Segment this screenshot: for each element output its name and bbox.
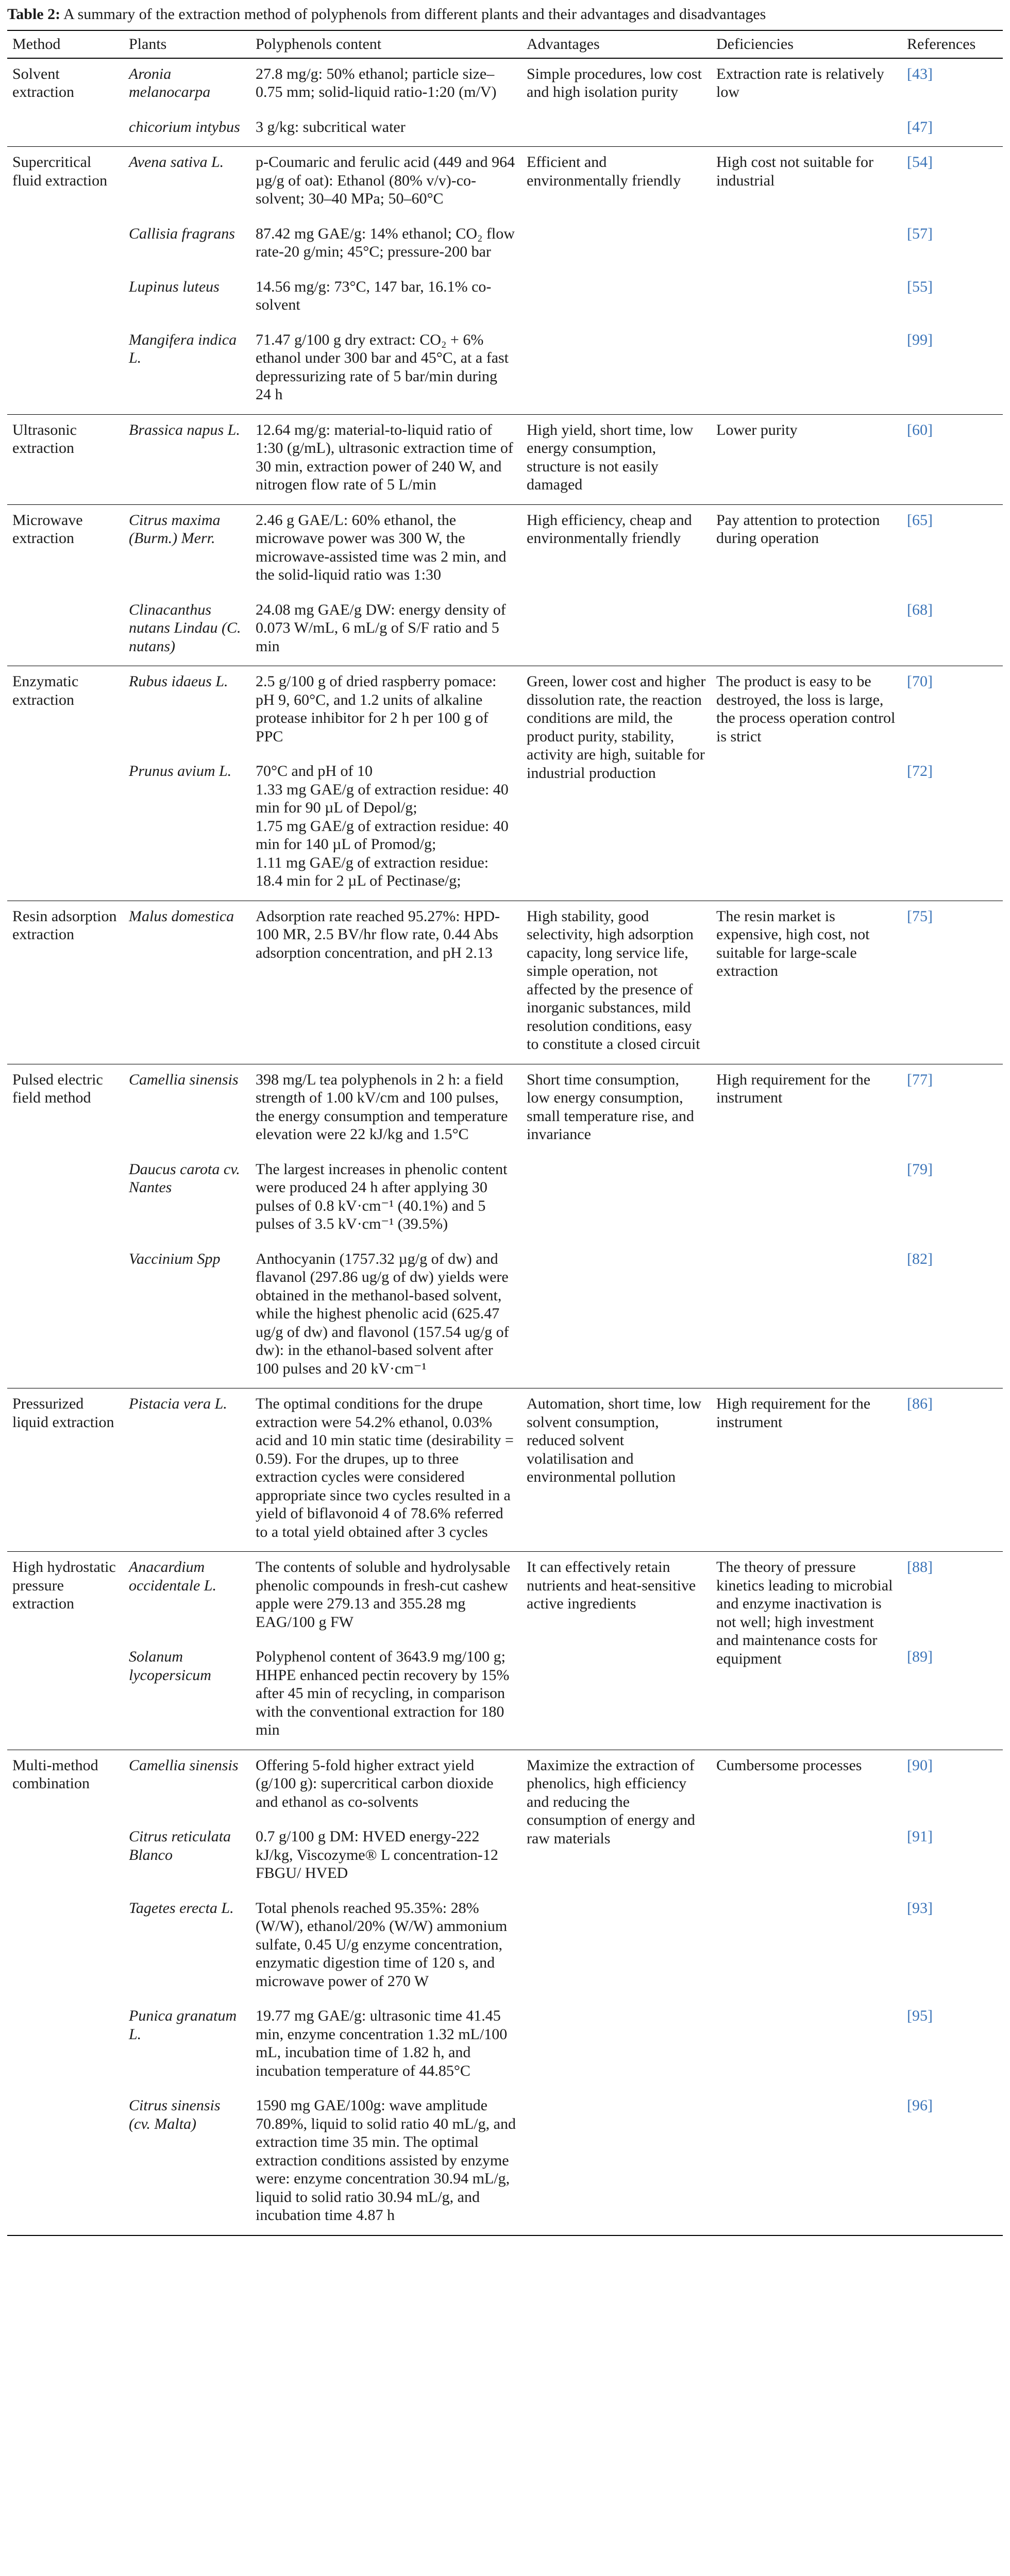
reference-link[interactable]: [89]: [907, 1648, 933, 1665]
content-cell: p-Coumaric and ferulic acid (449 and 964 µg/g of oat): Ethanol (80% v/v)-co-solvent; 30–40 MPa; 50–60°C: [256, 154, 515, 207]
table-row: [7, 1064, 1003, 1154]
reference-cell: [902, 1641, 1003, 1750]
reference-cell: [902, 666, 1003, 756]
content-cell: Offering 5-fold higher extract yield (g/100 g): supercritical carbon dioxide and ethanol as co-solvents: [256, 1756, 494, 1810]
reference-cell: [902, 1154, 1003, 1244]
reference-link[interactable]: [90]: [907, 1756, 933, 1774]
plant-cell: Callisia fragrans: [129, 225, 235, 242]
reference-cell: [902, 1821, 1003, 1893]
table-row: [7, 666, 1003, 756]
reference-link[interactable]: [54]: [907, 154, 933, 171]
reference-cell: [902, 1750, 1003, 1821]
table-row: [7, 1750, 1003, 1821]
advantages-cell: High stability, good selectivity, high adsorption capacity, long service life, simple operation, not affected by the presence of inorganic substances, mild resolution conditions, easy to constitute a closed circuit: [527, 907, 700, 1053]
table-row: [7, 58, 1003, 112]
plant-cell: Solanum lycopersicum: [129, 1648, 211, 1684]
deficiencies-cell: High requirement for the instrument: [716, 1395, 871, 1431]
plant-cell: Camellia sinensis: [129, 1071, 239, 1088]
deficiencies-cell: The resin market is expensive, high cost, not suitable for large-scale extraction: [716, 907, 870, 979]
reference-link[interactable]: [77]: [907, 1071, 933, 1088]
advantages-cell: It can effectively retain nutrients and heat-sensitive active ingredients: [527, 1558, 696, 1612]
content-cell: 0.7 g/100 g DM: HVED energy-222 kJ/kg, Viscozyme® L concentration-12 FBGU/ HVED: [256, 1828, 498, 1882]
reference-link[interactable]: [96]: [907, 2097, 933, 2114]
plant-cell: chicorium intybus: [129, 118, 240, 135]
reference-link[interactable]: [72]: [907, 762, 933, 779]
plant-cell: Lupinus luteus: [129, 278, 220, 295]
reference-cell: [902, 2090, 1003, 2235]
reference-link[interactable]: [68]: [907, 601, 933, 618]
table-body: [7, 58, 1003, 2235]
deficiencies-cell: Lower purity: [716, 421, 798, 438]
header-advantages: Advantages: [527, 36, 600, 53]
method-cell: Pulsed electric field method: [12, 1071, 103, 1106]
content-cell: The contents of soluble and hydrolysable phenolic compounds in fresh-cut cashew apple were 279.13 and 355.28 mg EAG/100 g FW: [256, 1558, 511, 1631]
reference-link[interactable]: [47]: [907, 118, 933, 135]
plant-cell: Mangifera indica L.: [129, 331, 237, 366]
reference-cell: [902, 504, 1003, 595]
reference-cell: [902, 595, 1003, 666]
reference-link[interactable]: [65]: [907, 511, 933, 529]
plant-cell: Aronia melanocarpa: [129, 65, 211, 100]
plant-cell: Pistacia vera L.: [129, 1395, 227, 1412]
table-row: [7, 504, 1003, 595]
reference-link[interactable]: [60]: [907, 421, 933, 438]
method-cell: Enzymatic extraction: [12, 673, 79, 708]
plant-cell: Daucus carota cv. Nantes: [129, 1160, 240, 1196]
content-cell: 70°C and pH of 10 1.33 mg GAE/g of extraction residue: 40 min for 90 µL of Depol/g; 1.75 mg GAE/g of extraction residue: 40 min for 140 µL of Promod/g; 1.11 mg GAE/g of extraction residue: 18.4 min for 2 µL of Pectinase/g;: [256, 762, 509, 889]
reference-cell: [902, 325, 1003, 415]
header-polyphenols-content: Polyphenols content: [256, 36, 382, 53]
table-caption-text: A summary of the extraction method of polyphenols from different plants and their advantages and disadvantages: [63, 6, 766, 23]
plant-cell: Clinacanthus nutans Lindau (C. nutans): [129, 601, 241, 655]
table-row: [7, 1388, 1003, 1552]
table-caption: [7, 5, 1003, 24]
reference-cell: [902, 218, 1003, 272]
plant-cell: Punica granatum L.: [129, 2007, 237, 2043]
method-cell: Solvent extraction: [12, 65, 74, 100]
plant-cell: Anacardium occidentale L.: [129, 1558, 216, 1594]
content-cell: 2.46 g GAE/L: 60% ethanol, the microwave power was 300 W, the microwave-assisted time was 2 min, and the solid-liquid ratio was 1:30: [256, 511, 507, 583]
advantages-cell: High efficiency, cheap and environmentally friendly: [527, 511, 692, 547]
reference-cell: [902, 112, 1003, 147]
content-cell: 27.8 mg/g: 50% ethanol; particle size–0.75 mm; solid-liquid ratio-1:20 (m/V): [256, 65, 497, 100]
reference-cell: [902, 1388, 1003, 1552]
content-cell: Polyphenol content of 3643.9 mg/100 g; HHPE enhanced pectin recovery by 15% after 45 min of recycling, in comparison with the conventional extraction for 180 min: [256, 1648, 510, 1738]
content-cell: 24.08 mg GAE/g DW: energy density of 0.073 W/mL, 6 mL/g of S/F ratio and 5 min: [256, 601, 506, 655]
table-caption-label: Table 2:: [7, 6, 61, 23]
deficiencies-cell: Extraction rate is relatively low: [716, 65, 884, 100]
plant-cell: Rubus idaeus L.: [129, 673, 228, 690]
advantages-cell: Green, lower cost and higher dissolution rate, the reaction conditions are mild, the product purity, stability, activity are high, suitable for industrial production: [527, 673, 706, 782]
table-row: [7, 147, 1003, 218]
method-cell: Microwave extraction: [12, 511, 83, 547]
content-cell: 2.5 g/100 g of dried raspberry pomace: pH 9, 60°C, and 1.2 units of alkaline protease inhibitor for 2 h per 100 g of PPC: [256, 673, 497, 745]
extraction-methods-table: [7, 30, 1003, 2236]
reference-link[interactable]: [86]: [907, 1395, 933, 1412]
deficiencies-cell: High requirement for the instrument: [716, 1071, 871, 1106]
content-cell: 398 mg/L tea polyphenols in 2 h: a field strength of 1.00 kV/cm and 100 pulses, the energy consumption and temperature elevation were 22 kJ/kg and 1.5°C: [256, 1071, 508, 1143]
reference-cell: [902, 147, 1003, 218]
reference-link[interactable]: [43]: [907, 65, 933, 82]
plant-cell: Vaccinium Spp: [129, 1250, 221, 1267]
reference-cell: [902, 756, 1003, 901]
header-deficiencies: Deficiencies: [716, 36, 794, 53]
table-row: [7, 1552, 1003, 1642]
deficiencies-cell: Pay attention to protection during operation: [716, 511, 880, 547]
content-cell: 3 g/kg: subcritical water: [256, 118, 406, 135]
content-cell: Anthocyanin (1757.32 µg/g of dw) and flavanol (297.86 ug/g of dw) yields were obtained in the methanol-based solvent, while the highest phenolic acid (625.47 ug/g of dw) and flavonol (157.54 ug/g of dw): in the ethanol-based solvent after 100 pulses and 20 kV·cm⁻¹: [256, 1250, 509, 1377]
plant-cell: Citrus sinensis (cv. Malta): [129, 2097, 221, 2132]
content-cell: The optimal conditions for the drupe extraction were 54.2% ethanol, 0.03% acid and 10 min static time (desirability = 0.59). For the drupes, up to three extraction cycles were considered appropriate since two cycles resulted in a yield of biflavonoid 4 of 78.6% referred to a total yield obtained after 3 cycles: [256, 1395, 514, 1540]
reference-cell: [902, 272, 1003, 325]
advantages-cell: Automation, short time, low solvent consumption, reduced solvent volatilisation and environmental pollution: [527, 1395, 702, 1485]
header-references: References: [907, 36, 976, 53]
reference-link[interactable]: [75]: [907, 907, 933, 925]
reference-link[interactable]: [55]: [907, 278, 933, 295]
plant-cell: Malus domestica: [129, 907, 234, 925]
content-cell: The largest increases in phenolic content were produced 24 h after applying 30 pulses of 0.8 kV·cm⁻¹ (40.1%) and 5 pulses of 3.5 kV·cm⁻¹ (39.5%): [256, 1160, 508, 1232]
method-cell: Supercritical fluid extraction: [12, 154, 108, 189]
advantages-cell: High yield, short time, low energy consumption, structure is not easily damaged: [527, 421, 694, 493]
plant-cell: Citrus reticulata Blanco: [129, 1828, 231, 1863]
header-plants: Plants: [129, 36, 167, 53]
plant-cell: Avena sativa L.: [129, 154, 224, 171]
plant-cell: Citrus maxima (Burm.) Merr.: [129, 511, 221, 547]
plant-cell: Tagetes erecta L.: [129, 1899, 234, 1917]
advantages-cell: Short time consumption, low energy consumption, small temperature rise, and invariance: [527, 1071, 694, 1143]
reference-cell: [902, 414, 1003, 504]
deficiencies-cell: High cost not suitable for industrial: [716, 154, 873, 189]
content-cell: 12.64 mg/g: material-to-liquid ratio of 1:30 (g/mL), ultrasonic extraction time of 30 min, extraction power of 240 W, and nitrogen flow rate of 5 L/min: [256, 421, 513, 493]
reference-link[interactable]: [91]: [907, 1828, 933, 1845]
content-cell: Total phenols reached 95.35%: 28% (W/W), ethanol/20% (W/W) ammonium sulfate, 0.45 U/g enzyme concentration, enzymatic digestion time of 120 s, and microwave power of 270 W: [256, 1899, 508, 1990]
advantages-cell: Simple procedures, low cost and high isolation purity: [527, 65, 702, 100]
content-cell: 19.77 mg GAE/g: ultrasonic time 41.45 min, enzyme concentration 1.32 mL/100 mL, incubation time of 1.82 h, and incubation temperature of 44.85°C: [256, 2007, 508, 2079]
header-method: Method: [12, 36, 61, 53]
advantages-cell: Maximize the extraction of phenolics, high efficiency and reducing the consumption of energy and raw materials: [527, 1756, 695, 1847]
reference-cell: [902, 1064, 1003, 1154]
table-row: [7, 901, 1003, 1064]
content-cell: 71.47 g/100 g dry extract: CO₂ + 6% ethanol under 300 bar and 45°C, at a fast depressurizing rate of 5 bar/min during 24 h: [256, 331, 509, 403]
content-cell: Adsorption rate reached 95.27%: HPD-100 MR, 2.5 BV/hr flow rate, 0.44 Abs adsorption concentration, and pH 2.13: [256, 907, 500, 961]
header-row: [7, 30, 1003, 58]
table-header: [7, 30, 1003, 58]
reference-cell: [902, 901, 1003, 1064]
content-cell: 14.56 mg/g: 73°C, 147 bar, 16.1% co-solvent: [256, 278, 492, 313]
reference-cell: [902, 1893, 1003, 2001]
reference-link[interactable]: [88]: [907, 1558, 933, 1575]
method-cell: High hydrostatic pressure extraction: [12, 1558, 116, 1612]
reference-link[interactable]: [99]: [907, 331, 933, 348]
method-cell: Ultrasonic extraction: [12, 421, 77, 456]
reference-cell: [902, 58, 1003, 112]
reference-link[interactable]: [82]: [907, 1250, 933, 1267]
table-row: [7, 414, 1003, 504]
reference-link[interactable]: [79]: [907, 1160, 933, 1178]
deficiencies-cell: The product is easy to be destroyed, the loss is large, the process operation control is strict: [716, 673, 896, 745]
advantages-cell: Efficient and environmentally friendly: [527, 154, 681, 189]
content-cell: 87.42 mg GAE/g: 14% ethanol; CO₂ flow rate-20 g/min; 45°C; pressure-200 bar: [256, 225, 515, 260]
method-cell: Multi-method combination: [12, 1756, 98, 1792]
reference-link[interactable]: [70]: [907, 673, 933, 690]
method-cell: Pressurized liquid extraction: [12, 1395, 114, 1431]
method-cell: Resin adsorption extraction: [12, 907, 117, 943]
plant-cell: Brassica napus L.: [129, 421, 240, 438]
reference-cell: [902, 1244, 1003, 1388]
reference-link[interactable]: [57]: [907, 225, 933, 242]
deficiencies-cell: Cumbersome processes: [716, 1756, 862, 1774]
reference-link[interactable]: [95]: [907, 2007, 933, 2024]
reference-cell: [902, 2001, 1003, 2090]
content-cell: 1590 mg GAE/100g: wave amplitude 70.89%, liquid to solid ratio 40 mL/g, and extraction time 35 min. The optimal extraction conditions assisted by enzyme were: enzyme concentration 30.94 mL/g, liquid to solid ratio 30.94 mL/g, and incubation time 4.87 h: [256, 2097, 516, 2224]
deficiencies-cell: The theory of pressure kinetics leading to microbial and enzyme inactivation is not well; high investment and maintenance costs for equipment: [716, 1558, 893, 1667]
reference-cell: [902, 1552, 1003, 1642]
plant-cell: Camellia sinensis: [129, 1756, 239, 1774]
reference-link[interactable]: [93]: [907, 1899, 933, 1917]
plant-cell: Prunus avium L.: [129, 762, 232, 779]
